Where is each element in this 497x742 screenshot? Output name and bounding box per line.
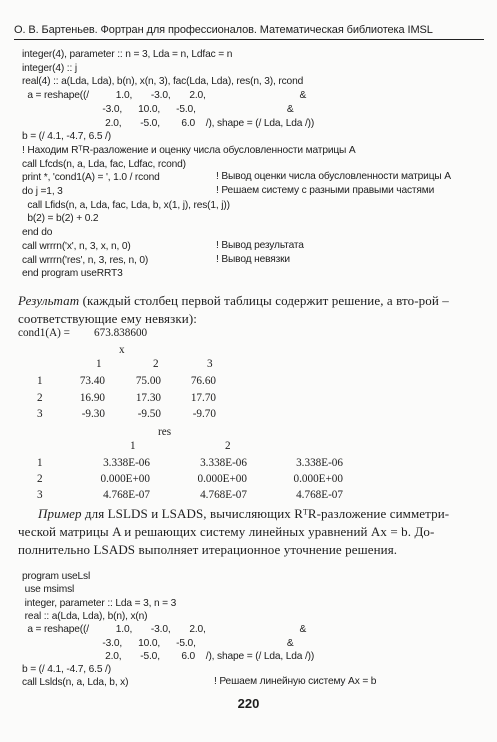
example-paragraph: [18, 505, 481, 559]
table-res-cell: 4.768E-07: [103, 489, 150, 501]
code-line: do j =1, 3: [22, 186, 63, 197]
table-x-col-header: 2: [153, 358, 159, 370]
cond-label: cond1(A) =: [18, 327, 70, 339]
table-x-col-header: 3: [207, 358, 213, 370]
table-x-row-index: 1: [37, 375, 43, 387]
code-comment: ! Вывод невязки: [216, 253, 290, 265]
code-line: call wrrrn('x', n, 3, x, n, 0): [22, 240, 131, 252]
code-line: program useLsl: [22, 571, 91, 582]
cond-line: [18, 327, 318, 343]
code-comment: ! Вывод оценки числа обусловленности матрицы A: [216, 171, 451, 183]
table-res-title: res: [158, 426, 172, 438]
code-line: b = (/ 4.1, -4.7, 6.5 /): [22, 664, 111, 676]
code-line: 2.0, -5.0, 6.0 /), shape = (/ Lda, Lda /)): [22, 117, 315, 129]
code-line: use msimsl: [22, 584, 75, 596]
table-res-cell: 3.338E-06: [103, 457, 150, 469]
table-x-row-index: 2: [37, 391, 43, 404]
code-line: ! Находим RᵀR-разложение и оценку числа обусловленности матрицы A: [22, 144, 356, 156]
table-x-cell: 76.60: [190, 375, 216, 387]
code-line: real :: a(Lda, Lda), b(n), x(n): [22, 610, 148, 622]
table-x-cell: -9.70: [192, 408, 216, 420]
code-line: integer(4), parameter :: n = 3, Lda = n, Ldfac = n: [22, 49, 233, 60]
table-x-cell: 16.90: [79, 391, 105, 404]
result-paragraph: [18, 292, 481, 328]
code-line: call wrrrn('res', n, 3, res, n, 0): [22, 254, 149, 266]
table-res-col-header: 1: [130, 440, 136, 452]
example-text: для LSLDS и LSADS, вычисляющих RᵀR-разложение симметри-ческой матрицы A и решающих систему линейных уравнений Ax = b. До-полнительно LSADS выполняет итерационное уточнение решения.: [18, 506, 450, 557]
table-x-row-index: 3: [37, 408, 43, 420]
code-line: -3.0, 10.0, -5.0, &: [22, 103, 294, 115]
table-res-cell: 4.768E-07: [200, 489, 247, 501]
table-res-col-header: 2: [225, 440, 231, 452]
running-header: О. В. Бартеньев. Фортран для профессионалов. Математическая библиотека IMSL: [14, 24, 433, 36]
code-line: b = (/ 4.1, -4.7, 6.5 /): [22, 131, 111, 143]
code-line: a = reshape((/ 1.0, -3.0, 2.0, &: [22, 90, 307, 102]
cond-value: 673.838600: [94, 327, 148, 339]
table-x-cell: 75.00: [135, 375, 161, 387]
table-res-cell: 0.000E+00: [100, 473, 150, 485]
table-x-cell: -9.50: [137, 408, 161, 420]
example-label: Пример: [38, 506, 82, 521]
table-x-cell: -9.30: [81, 408, 105, 420]
code-line: call Lfids(n, a, Lda, fac, Lda, b, x(1, j), res(1, j)): [22, 199, 230, 211]
code-line: real(4) :: a(Lda, Lda), b(n), x(n, 3), fac(Lda, Lda), res(n, 3), rcond: [22, 76, 304, 88]
table-x-cell: 73.40: [79, 375, 105, 387]
result-text: (каждый столбец первой таблицы содержит решение, а вто-рой – соответствующие ему невязки):: [18, 293, 449, 326]
table-res-row-index: 3: [37, 489, 43, 501]
code-line: print *, 'cond1(A) = ', 1.0 / rcond: [22, 172, 160, 184]
table-res: [0, 426, 497, 506]
code-line: integer(4) :: j: [22, 62, 77, 74]
code-line: end program useRRT3: [22, 268, 123, 280]
code-comment: ! Решаем систему с разными правыми частями: [216, 185, 435, 196]
table-res-cell: 4.768E-07: [296, 489, 343, 501]
code-line: 2.0, -5.0, 6.0 /), shape = (/ Lda, Lda /)): [22, 650, 315, 662]
table-x-cell: 17.30: [135, 391, 161, 404]
table-res-cell: 3.338E-06: [296, 457, 343, 469]
code-line: call Lslds(n, a, Lda, b, x): [22, 677, 129, 689]
table-res-cell: 0.000E+00: [293, 473, 343, 485]
table-x-cell: 17.70: [190, 391, 216, 404]
page-number: 220: [237, 696, 260, 711]
table-res-cell: 0.000E+00: [197, 473, 247, 485]
code-comment: ! Вывод результата: [216, 239, 304, 251]
code-line: a = reshape((/ 1.0, -3.0, 2.0, &: [22, 624, 307, 636]
table-x-col-header: 1: [96, 358, 102, 370]
table-x-title: x: [119, 344, 125, 356]
table-res-cell: 3.338E-06: [200, 457, 247, 469]
code-line: b(2) = b(2) + 0.2: [22, 213, 99, 225]
result-label: Результат: [18, 293, 80, 308]
code-line: end do: [22, 227, 53, 239]
code-comment: ! Решаем линейную систему Ax = b: [214, 676, 377, 688]
header-rule: [14, 39, 484, 40]
code-line: integer, parameter :: Lda = 3, n = 3: [22, 597, 177, 609]
table-res-row-index: 2: [37, 473, 43, 485]
code-line: -3.0, 10.0, -5.0, &: [22, 637, 294, 649]
table-res-row-index: 1: [37, 457, 43, 469]
code-line: call Lfcds(n, a, Lda, fac, Ldfac, rcond): [22, 158, 186, 170]
